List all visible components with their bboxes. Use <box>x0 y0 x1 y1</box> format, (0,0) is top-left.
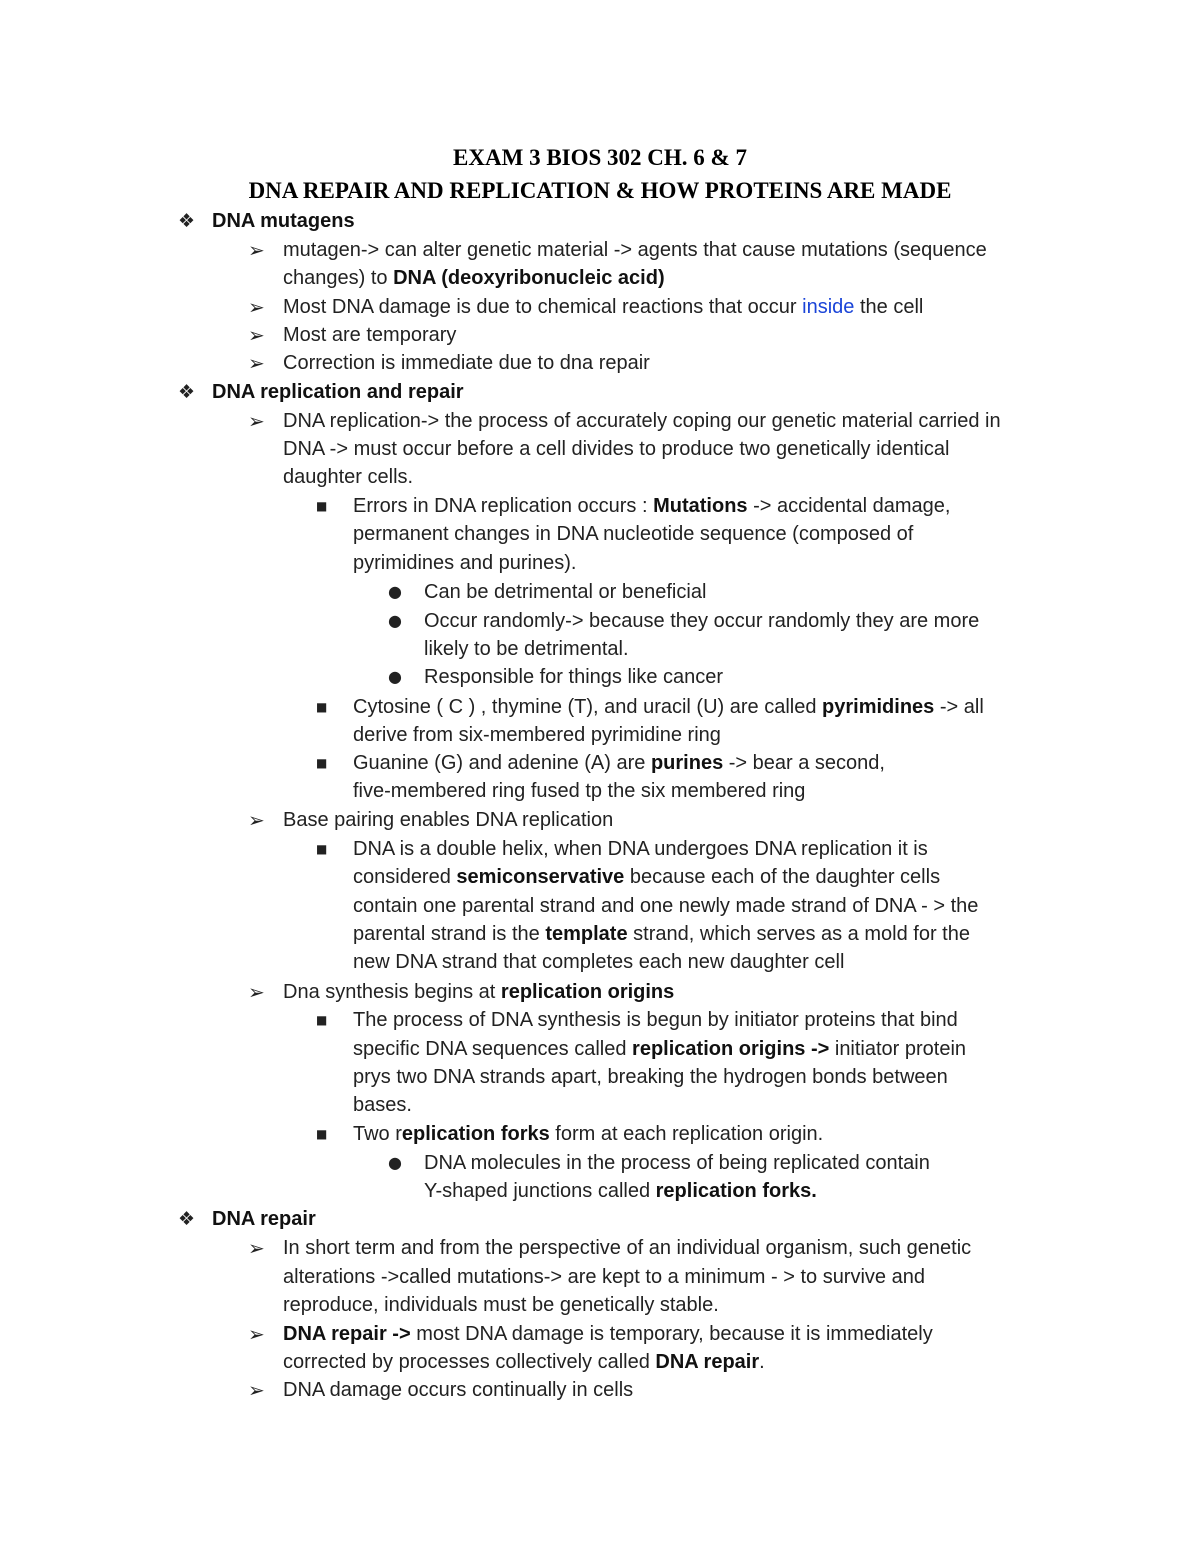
highlighted-text: inside <box>802 296 855 318</box>
outline-text-line <box>283 464 413 490</box>
diamond-bullet-icon: ❖ <box>178 210 196 232</box>
outline-text-line <box>424 608 979 634</box>
text-run: five-membered ring fused tp the six membered ring <box>353 780 806 802</box>
text-run: parental strand is the <box>353 923 546 945</box>
text-run: specific DNA sequences called <box>353 1038 633 1060</box>
outline-text-line <box>424 579 706 605</box>
outline-text-line <box>283 807 613 833</box>
text-run: Can be detrimental or beneficial <box>424 581 707 603</box>
text-run: Correction is immediate due to dna repair <box>283 352 650 374</box>
bold-term: DNA mutagens <box>212 210 355 232</box>
bold-term: DNA repair <box>655 1351 760 1373</box>
outline-text-line <box>353 1007 958 1033</box>
bold-term: DNA repair -> <box>283 1323 411 1345</box>
outline-text-line <box>353 836 928 862</box>
text-run: prys two DNA strands apart, breaking the hydrogen bonds between <box>353 1066 948 1088</box>
text-run: likely to be detrimental. <box>424 638 629 660</box>
text-run: Most DNA damage is due to chemical reactions that occur <box>283 296 803 318</box>
outline-text-line <box>353 493 950 519</box>
outline-text-line <box>353 893 978 919</box>
outline-text-line <box>353 694 984 720</box>
section-heading <box>212 1206 316 1232</box>
outline-text-line <box>283 1292 719 1318</box>
text-run: In short term and from the perspective of an individual organism, such genetic <box>283 1237 972 1259</box>
text-run: daughter cells. <box>283 466 414 488</box>
square-bullet-icon: ■ <box>316 756 328 770</box>
text-run: Most are temporary <box>283 324 457 346</box>
outline-text-line <box>283 408 1001 434</box>
text-run: pyrimidines and purines). <box>353 552 577 574</box>
outline-text-line <box>424 1150 930 1176</box>
dot-bullet-icon: ● <box>388 667 402 686</box>
text-run: Dna synthesis begins at <box>283 981 501 1003</box>
text-run: bases. <box>353 1094 412 1116</box>
arrow-bullet-icon: ➢ <box>248 409 265 433</box>
bold-term: template <box>545 923 628 945</box>
arrow-bullet-icon: ➢ <box>248 980 265 1004</box>
outline-text-line <box>283 1235 971 1261</box>
outline-text-line <box>353 750 885 776</box>
text-run: mutagen-> can alter genetic material -> agents that cause mutations (sequence <box>283 239 987 261</box>
text-run: DNA molecules in the process of being replicated contain <box>424 1152 930 1174</box>
arrow-bullet-icon: ➢ <box>248 1322 265 1346</box>
text-run: new DNA strand that completes each new daughter cell <box>353 951 845 973</box>
outline-text-line <box>424 636 629 662</box>
bold-term: replication origins -> <box>632 1038 830 1060</box>
document-subtitle: DNA REPAIR AND REPLICATION & HOW PROTEINS ARE MADE <box>248 178 952 203</box>
bold-term: DNA (deoxyribonucleic acid) <box>393 267 665 289</box>
arrow-bullet-icon: ➢ <box>248 238 265 262</box>
arrow-bullet-icon: ➢ <box>248 295 265 319</box>
text-run: -> all <box>934 696 984 718</box>
square-bullet-icon: ■ <box>316 842 328 856</box>
outline-text-line <box>353 1092 412 1118</box>
text-run: -> bear a second, <box>723 752 885 774</box>
text-run: -> accidental damage, <box>747 495 951 517</box>
text-run: Occur randomly-> because they occur randomly they are more <box>424 610 980 632</box>
outline-text-line <box>424 1178 817 1204</box>
arrow-bullet-icon: ➢ <box>248 1236 265 1260</box>
text-run: alterations ->called mutations-> are kept to a minimum - > to survive and <box>283 1266 925 1288</box>
outline-text-line <box>283 1264 925 1290</box>
outline-text-line <box>283 322 456 348</box>
text-run: strand, which serves as a mold for the <box>627 923 970 945</box>
text-run: derive from six-membered pyrimidine ring <box>353 724 721 746</box>
section-heading <box>212 208 355 234</box>
square-bullet-icon: ■ <box>316 1013 328 1027</box>
outline-text-line <box>283 1349 765 1375</box>
outline-text-line <box>283 1377 633 1403</box>
text-run: initiator protein <box>829 1038 967 1060</box>
outline-text-line <box>353 521 913 547</box>
dot-bullet-icon: ● <box>388 1153 402 1172</box>
outline-text-line <box>353 921 970 947</box>
text-run: form at each replication origin. <box>549 1123 824 1145</box>
bold-term: purines <box>650 752 724 774</box>
outline-text-line <box>283 237 987 263</box>
bold-term: Mutations <box>653 495 748 517</box>
bold-term: pyrimidines <box>822 696 935 718</box>
bold-term: replication origins <box>500 981 675 1003</box>
text-run: considered <box>353 866 457 888</box>
bold-term: semiconservative <box>456 866 625 888</box>
diamond-bullet-icon: ❖ <box>178 1208 196 1230</box>
outline-text-line <box>353 1036 966 1062</box>
bold-term: replication forks. <box>655 1180 817 1202</box>
text-run: permanent changes in DNA nucleotide sequence (composed of <box>353 523 914 545</box>
text-run: most DNA damage is temporary, because it is immediately <box>410 1323 933 1345</box>
text-run: Responsible for things like cancer <box>424 666 724 688</box>
dot-bullet-icon: ● <box>388 582 402 601</box>
text-run: because each of the daughter cells <box>624 866 941 888</box>
outline-text-line <box>283 294 923 320</box>
text-run: reproduce, individuals must be genetically stable. <box>283 1294 719 1316</box>
text-run: Errors in DNA replication occurs : <box>353 495 654 517</box>
arrow-bullet-icon: ➢ <box>248 1378 265 1402</box>
text-run: Cytosine ( C ) , thymine (T), and uracil (U) are called <box>353 696 823 718</box>
arrow-bullet-icon: ➢ <box>248 323 265 347</box>
text-run: DNA is a double helix, when DNA undergoes DNA replication it is <box>353 838 928 860</box>
outline-text-line <box>353 864 940 890</box>
outline-text-line <box>283 436 949 462</box>
text-run: . <box>759 1351 765 1373</box>
arrow-bullet-icon: ➢ <box>248 351 265 375</box>
diamond-bullet-icon: ❖ <box>178 381 196 403</box>
outline-text-line <box>353 949 844 975</box>
text-run: DNA replication-> the process of accurately coping our genetic material carried in <box>283 410 1001 432</box>
document-title: EXAM 3 BIOS 302 CH. 6 & 7 <box>453 145 747 170</box>
outline-text-line <box>353 1121 823 1147</box>
text-run: Y-shaped junctions called <box>424 1180 656 1202</box>
square-bullet-icon: ■ <box>316 499 328 513</box>
outline-text-line <box>353 778 805 804</box>
outline-text-line <box>353 550 576 576</box>
square-bullet-icon: ■ <box>316 1127 328 1141</box>
dot-bullet-icon: ● <box>388 611 402 630</box>
text-run: corrected by processes collectively called <box>283 1351 656 1373</box>
text-run: The process of DNA synthesis is begun by initiator proteins that bind <box>353 1009 958 1031</box>
arrow-bullet-icon: ➢ <box>248 808 265 832</box>
text-run: DNA damage occurs continually in cells <box>283 1379 634 1401</box>
bold-term: eplication forks <box>401 1123 550 1145</box>
bold-term: DNA replication and repair <box>212 381 464 403</box>
outline-text-line <box>283 1321 933 1347</box>
outline-text-line <box>283 350 650 376</box>
outline-text-line <box>283 265 665 291</box>
text-run: Guanine (G) and adenine (A) are <box>353 752 651 774</box>
text-run: changes) to <box>283 267 394 289</box>
outline-text-line <box>424 664 723 690</box>
text-run: contain one parental strand and one newly made strand of DNA - > the <box>353 895 979 917</box>
text-run: Base pairing enables DNA replication <box>283 809 614 831</box>
outline-text-line <box>353 1064 948 1090</box>
bold-term: DNA repair <box>212 1208 316 1230</box>
section-heading <box>212 379 464 405</box>
outline-text-line <box>353 722 721 748</box>
text-run: the cell <box>854 296 924 318</box>
square-bullet-icon: ■ <box>316 700 328 714</box>
text-run: DNA -> must occur before a cell divides to produce two genetically identical <box>283 438 950 460</box>
text-run: Two r <box>353 1123 402 1145</box>
outline-text-line <box>283 979 674 1005</box>
